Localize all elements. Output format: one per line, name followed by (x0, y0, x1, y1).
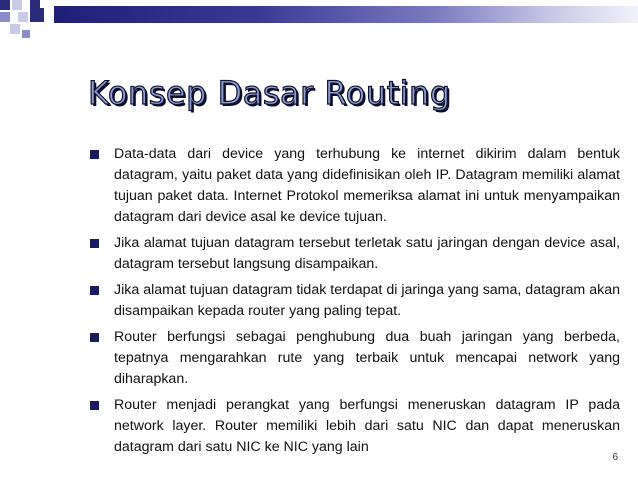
bullet-item (90, 233, 620, 275)
decor-square (18, 12, 28, 22)
bullet-text: Jika alamat tujuan datagram tersebut terletak satu jaringan dengan device asal, datagram tersebut langsung disampaikan. (114, 235, 620, 272)
header-gradient-bar (54, 6, 638, 23)
decor-square (10, 24, 20, 34)
square-bullet-icon (90, 333, 99, 342)
decor-square (30, 8, 44, 22)
square-bullet-icon (90, 239, 99, 248)
bullet-list (90, 144, 620, 463)
decor-square (22, 30, 30, 38)
square-bullet-icon (90, 401, 99, 410)
bullet-text: Router berfungsi sebagai penghubung dua buah jaringan yang berbeda, tepatnya mengarahkan rute yang terbaik untuk mencapai network yang diharapkan. (114, 329, 620, 387)
decor-square (0, 12, 10, 22)
bullet-item (90, 280, 620, 322)
bullet-item (90, 327, 620, 390)
square-bullet-icon (90, 150, 99, 159)
square-bullet-icon (90, 286, 99, 295)
bullet-text: Data-data dari device yang terhubung ke internet dikirim dalam bentuk datagram, yaitu paket data yang didefinisikan oleh IP. Datagram memiliki alamat tujuan paket data. Internet Protokol memeriksa alamat ini untuk menyampaikan datagram dari device asal ke device tujuan. (114, 146, 620, 225)
decor-square (0, 0, 10, 10)
bullet-text: Router menjadi perangkat yang berfungsi meneruskan datagram IP pada network layer. Router memiliki lebih dari satu NIC dan dapat meneruskan datagram dari satu NIC ke NIC yang lain (114, 397, 620, 455)
slide-title: Konsep Dasar Routing (88, 74, 451, 112)
decor-square (12, 0, 22, 10)
bullet-item (90, 395, 620, 458)
bullet-text: Jika alamat tujuan datagram tidak terdapat di jaringa yang sama, datagram akan disampaikan kepada router yang paling tepat. (114, 282, 620, 319)
bullet-item (90, 144, 620, 228)
slide-number: 6 (612, 452, 618, 463)
